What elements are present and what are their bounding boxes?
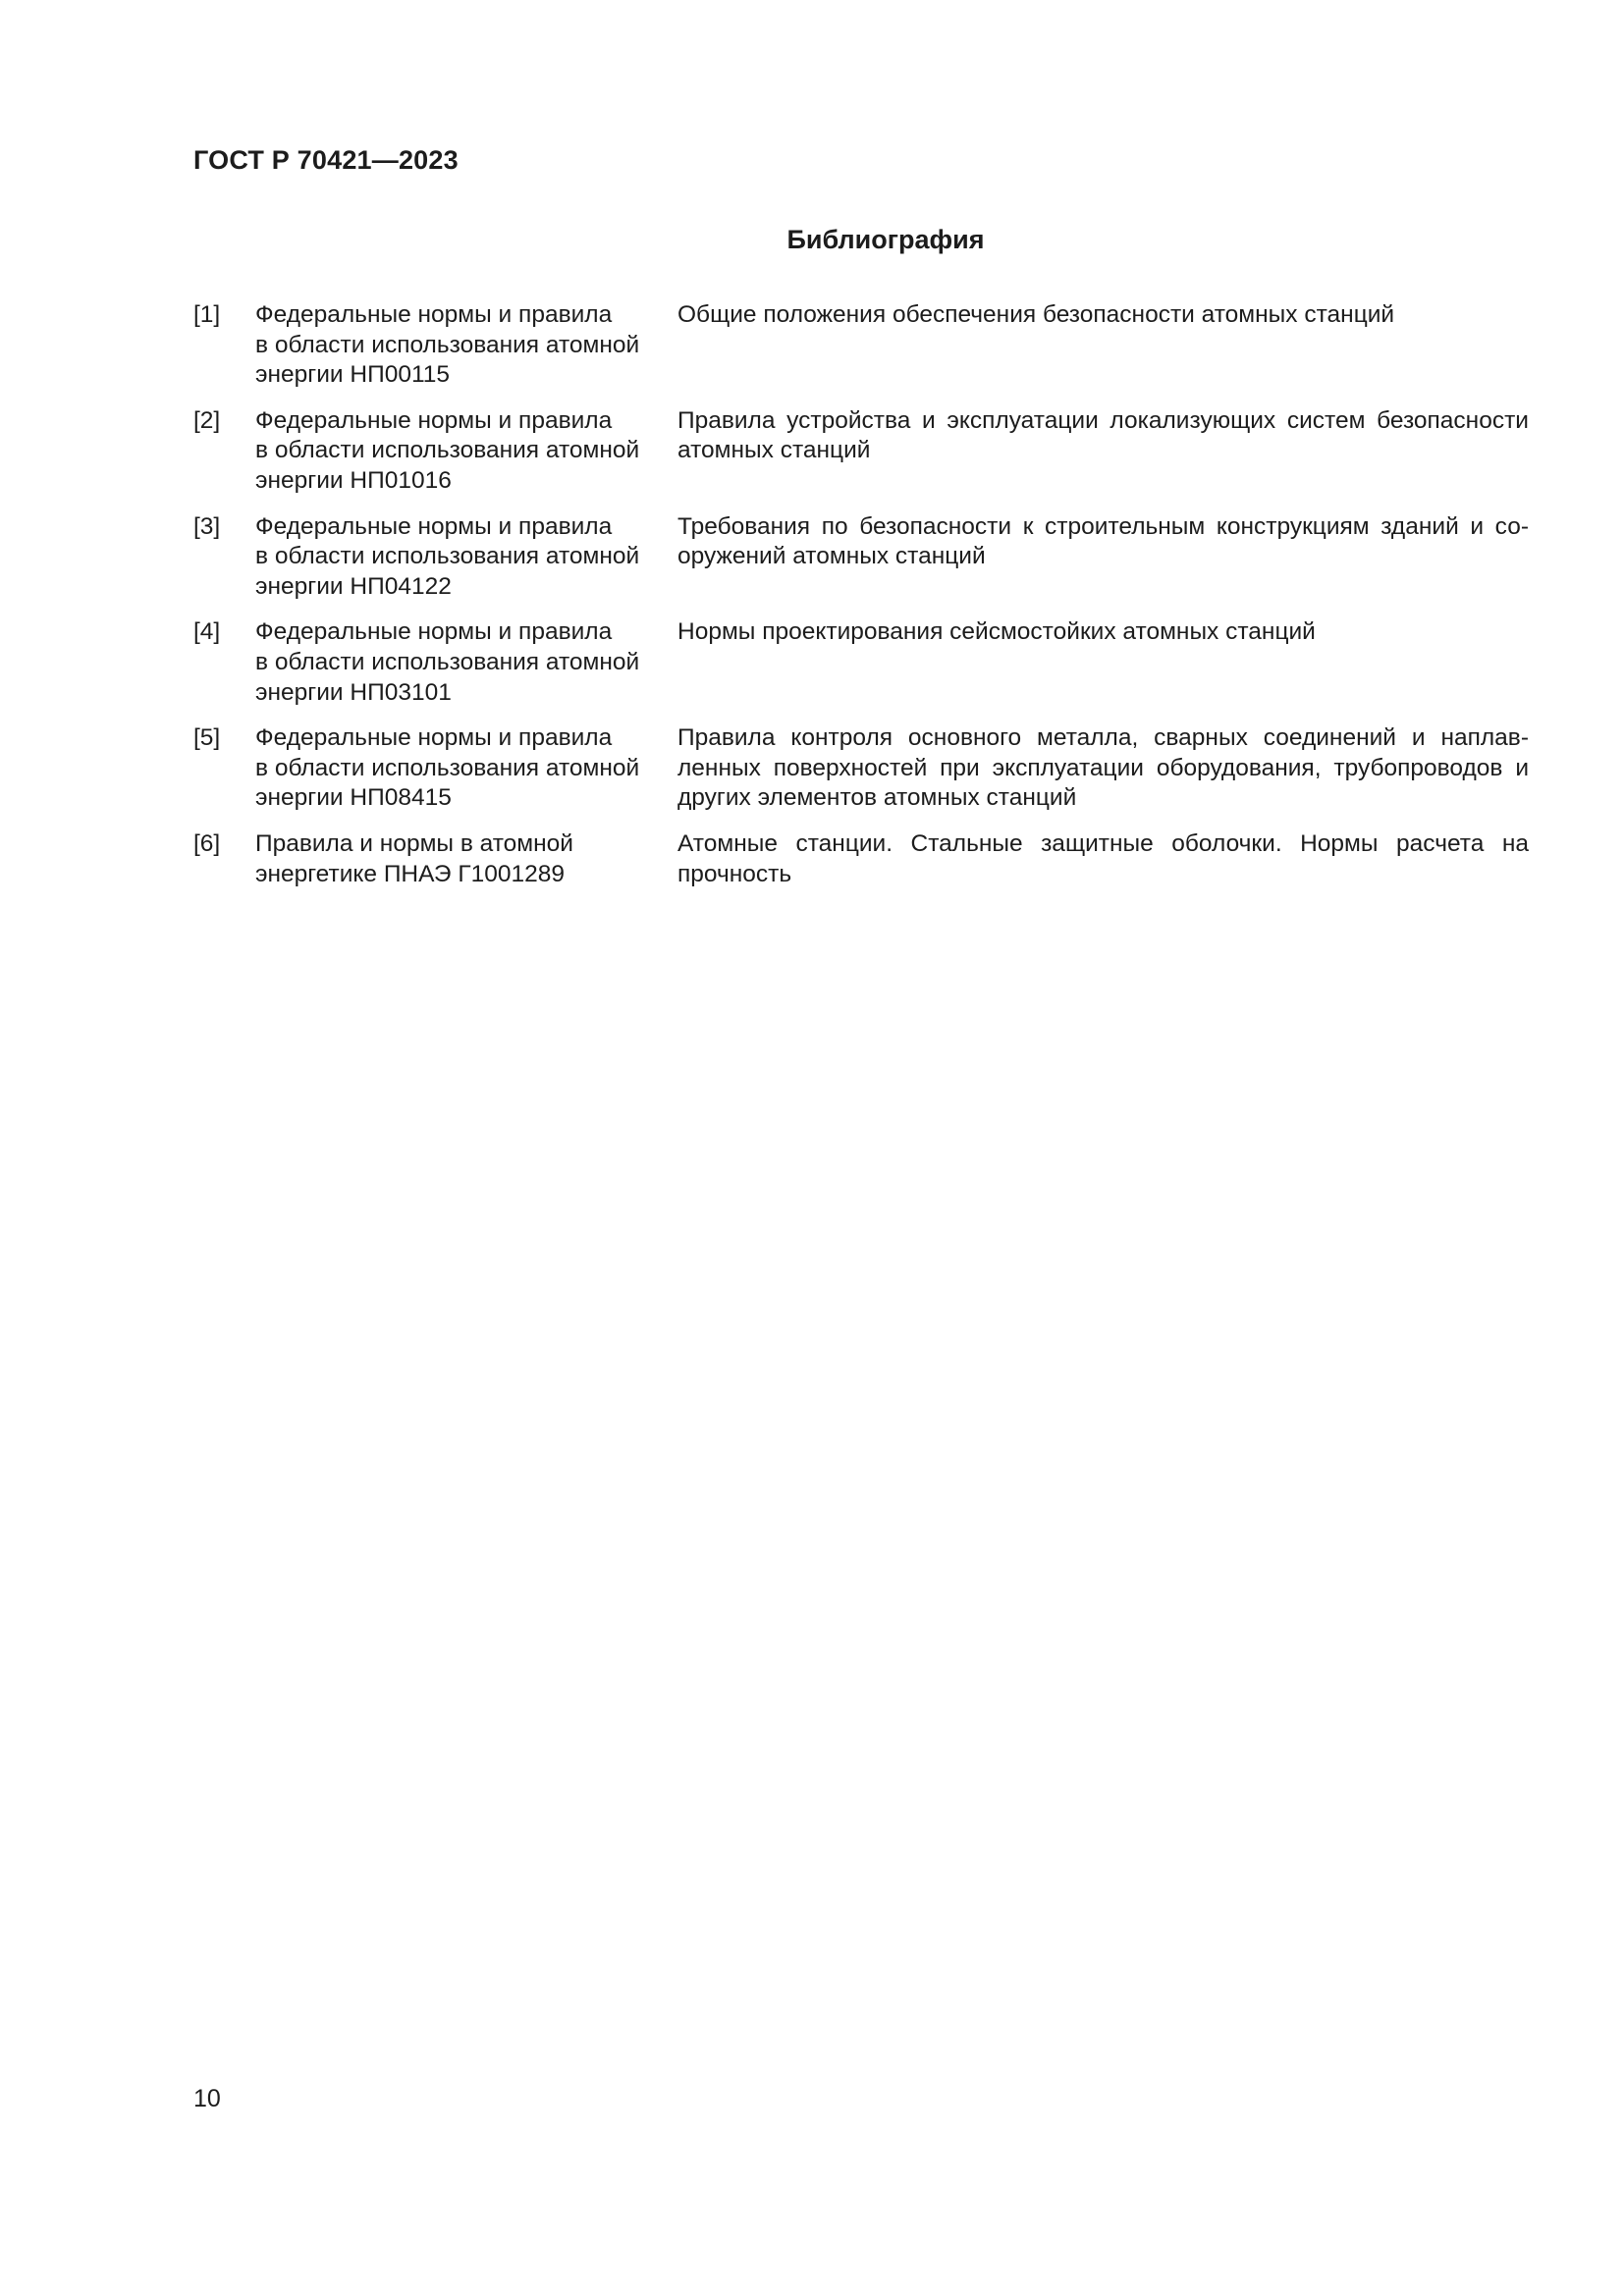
bibliography-entry <box>193 723 1529 814</box>
entry-source: Федеральные нормы и правила в области использования атомной энергии НП00115 <box>255 301 640 389</box>
bibliography-entry <box>193 617 1529 708</box>
entry-source: Федеральные нормы и правила в области использования атомной энергии НП04122 <box>255 512 640 600</box>
entry-number: [5] <box>193 724 221 752</box>
document-code-header: ГОСТ Р 70421—2023 <box>193 145 459 175</box>
entry-number: [3] <box>193 512 221 540</box>
bibliography-list <box>193 300 1529 905</box>
entry-title: Требования по безопасности к строительным конструкциям зданий и сооружений атомных станций <box>677 512 1529 570</box>
entry-source: Правила и нормы в атомной энергетике ПНАЭ Г1001289 <box>255 829 573 887</box>
entry-title: Правила контроля основного металла, сварных соединений и наплавленных поверхностей при эксплуатации оборудования, трубопроводов и других элементов атомных станций <box>677 724 1529 812</box>
entry-number: [6] <box>193 829 221 857</box>
bibliography-entry <box>193 829 1529 889</box>
section-title: Библиография <box>786 225 985 254</box>
entry-title: Общие положения обеспечения безопасности атомных станций <box>677 301 1395 328</box>
bibliography-entry <box>193 512 1529 603</box>
entry-source: Федеральные нормы и правила в области использования атомной энергии НП03101 <box>255 618 640 706</box>
entry-number: [2] <box>193 406 221 434</box>
bibliography-entry <box>193 406 1529 497</box>
entry-number: [4] <box>193 618 221 646</box>
page-number: 10 <box>193 2085 221 2112</box>
entry-title: Атомные станции. Стальные защитные оболочки. Нормы расчета на прочность <box>677 829 1529 887</box>
bibliography-entry <box>193 300 1529 391</box>
entry-source: Федеральные нормы и правила в области использования атомной энергии НП01016 <box>255 406 640 494</box>
entry-title: Правила устройства и эксплуатации локализующих систем безопасности атомных станций <box>677 406 1529 464</box>
entry-source: Федеральные нормы и правила в области использования атомной энергии НП08415 <box>255 724 640 812</box>
entry-title: Нормы проектирования сейсмостойких атомных станций <box>677 618 1316 646</box>
entry-number: [1] <box>193 301 221 328</box>
